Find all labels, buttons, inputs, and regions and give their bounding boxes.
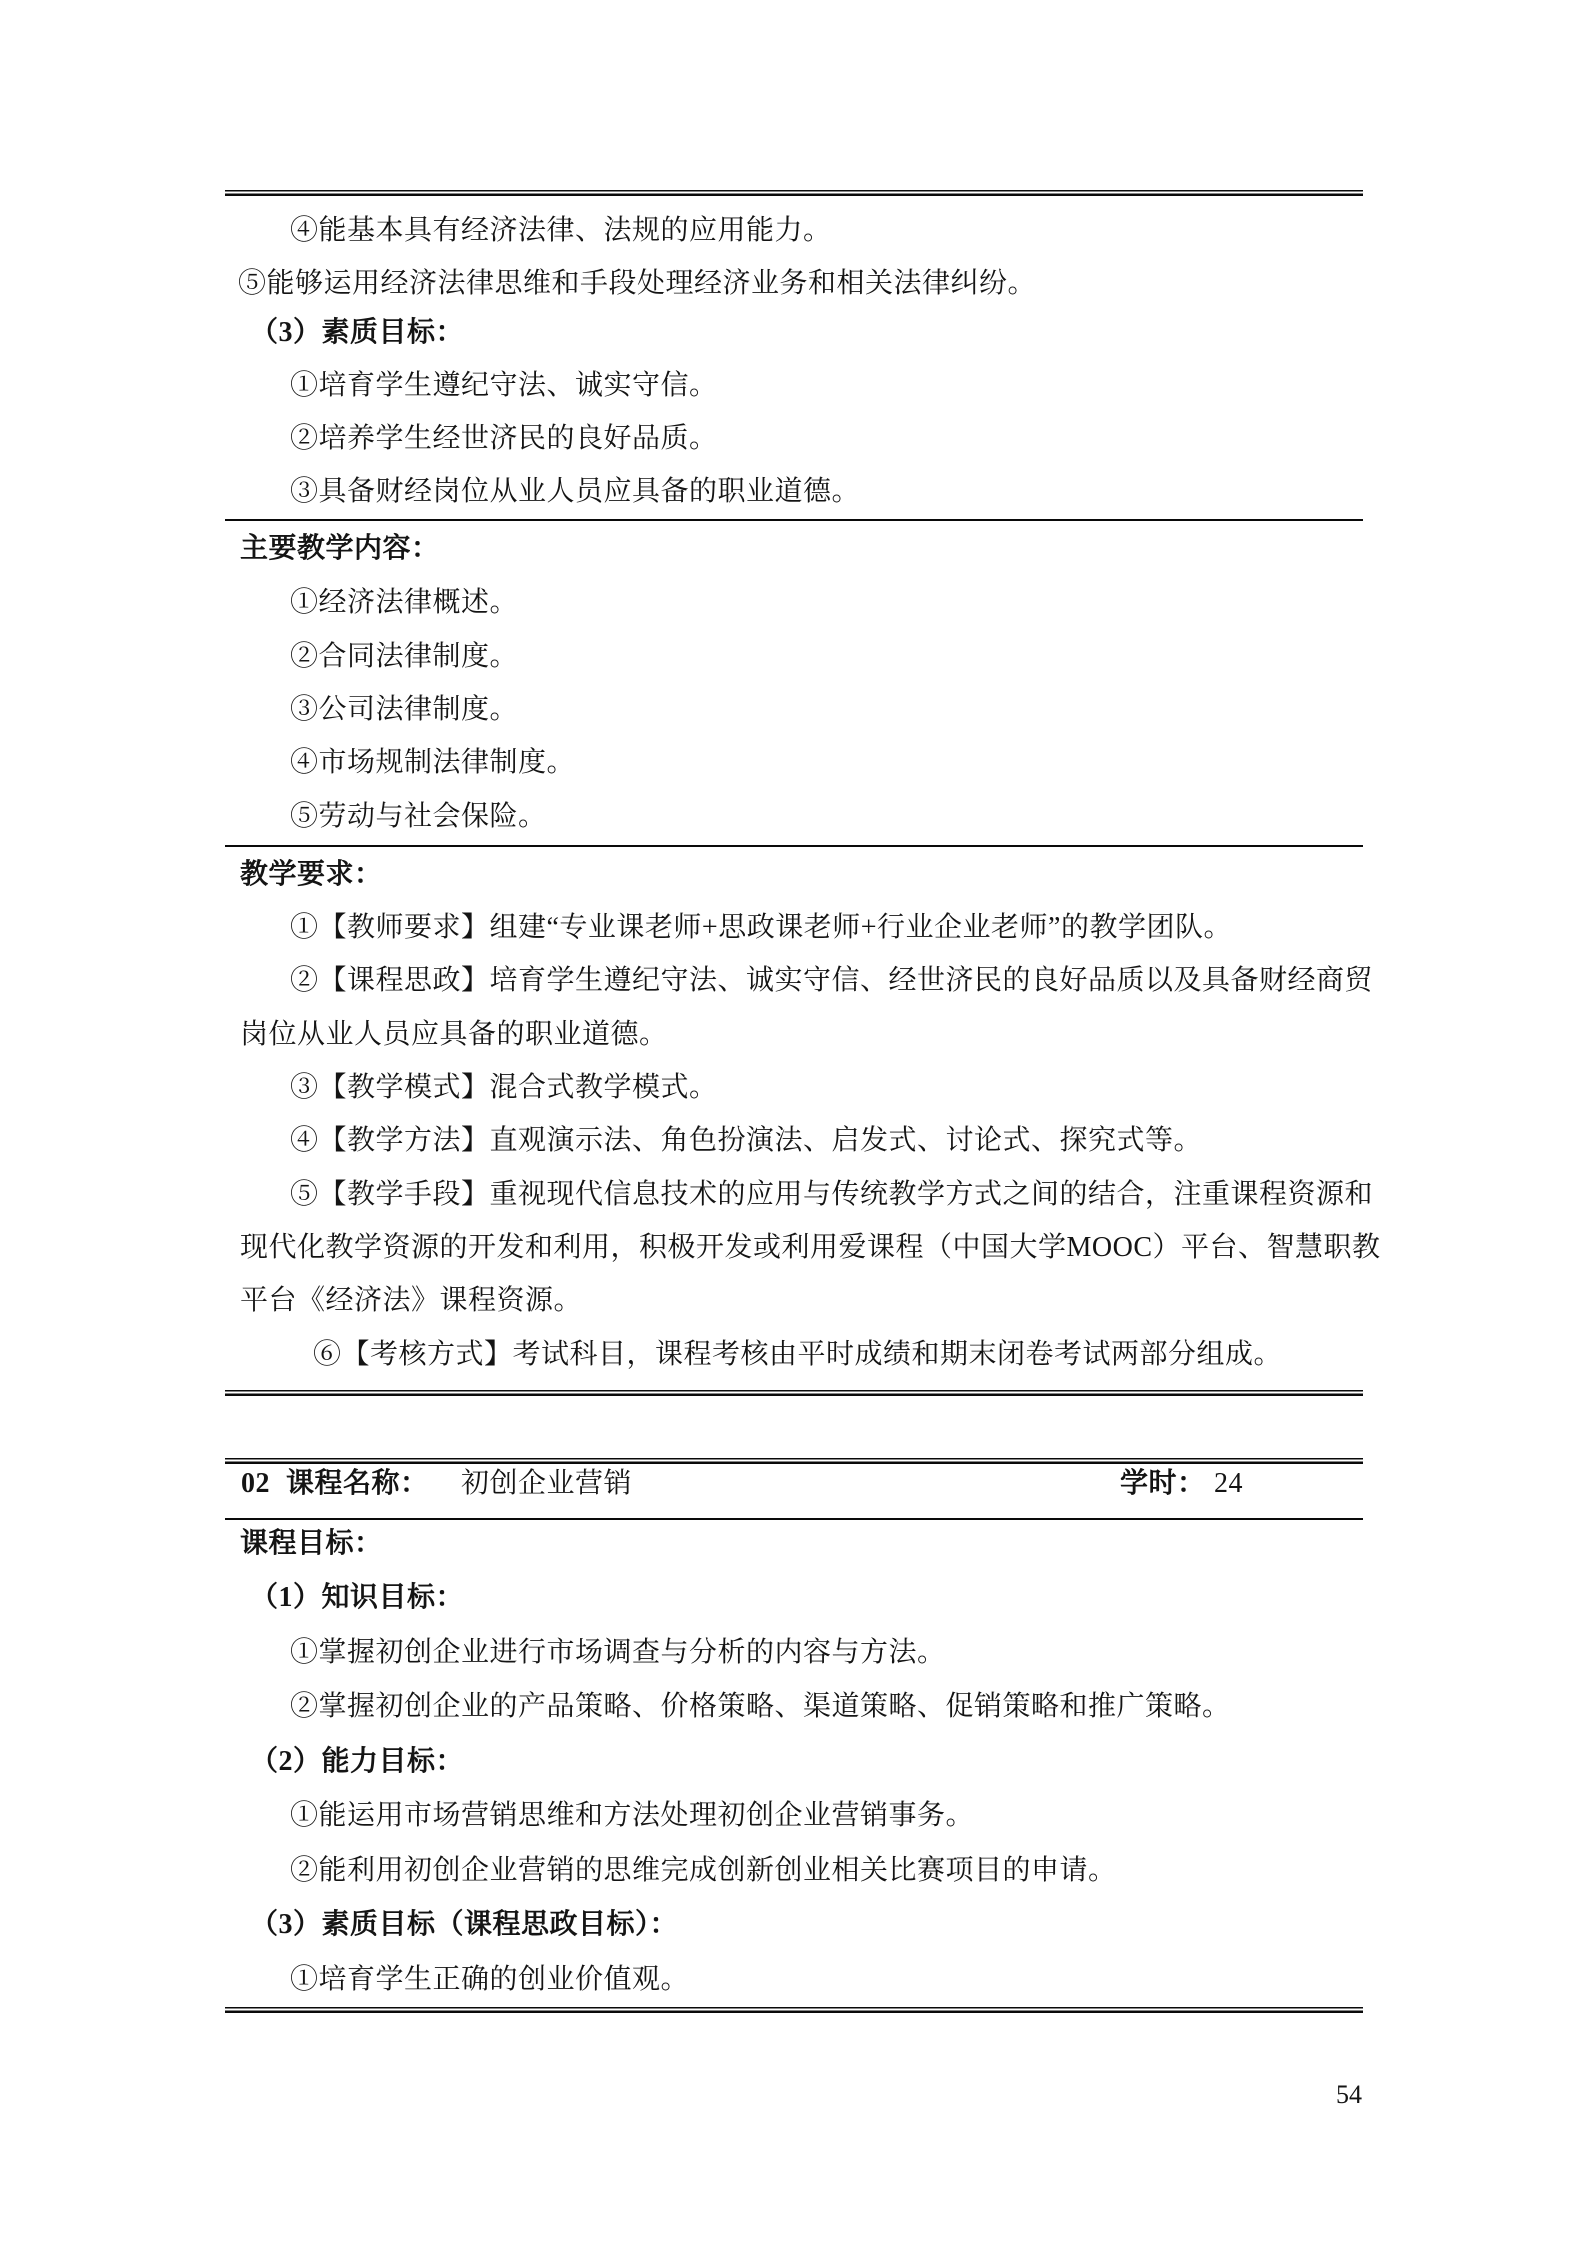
teaching-requirement-line: 岗位从业人员应具备的职业道德。 (240, 1019, 668, 1050)
rule-above-teaching-requirements (225, 845, 1363, 847)
quality-objective-item: ③具备财经岗位从业人员应具备的职业道德。 (290, 476, 861, 507)
rule-top-double (225, 190, 1363, 196)
rule-above-teaching-content (225, 519, 1363, 521)
knowledge-objective-item: ①掌握初创企业进行市场调查与分析的内容与方法。 (290, 1637, 946, 1668)
quality-objectives-header-course02: （3）素质目标（课程思政目标）： (250, 1909, 679, 1940)
rule-course02-start-double (225, 1458, 1363, 1464)
teaching-content-item: ③公司法律制度。 (290, 694, 519, 725)
teaching-requirement-line: ③【教学模式】混合式教学模式。 (290, 1072, 718, 1103)
quality-objective-item: ②培养学生经世济民的良好品质。 (290, 423, 718, 454)
knowledge-objectives-header: （1）知识目标： (250, 1582, 465, 1613)
course-name-label: 课程名称： (286, 1468, 429, 1499)
ability-objective-item: ②能利用初创企业营销的思维完成创新创业相关比赛项目的申请。 (290, 1855, 1117, 1886)
teaching-content-item: ④市场规制法律制度。 (290, 747, 576, 778)
course-hours-value: 24 (1214, 1468, 1243, 1499)
course-code: 02 (241, 1468, 270, 1499)
course-objectives-header: 课程目标： (240, 1528, 383, 1559)
rule-below-course02-header (225, 1518, 1363, 1520)
page-number: 54 (1336, 2080, 1362, 2109)
teaching-requirement-line: ④【教学方法】直观演示法、角色扮演法、启发式、讨论式、探究式等。 (290, 1125, 1203, 1156)
teaching-requirement-line: ①【教师要求】组建“专业课老师+思政课老师+行业企业老师”的教学团队。 (290, 912, 1232, 943)
quality-objectives-header: （3）素质目标： (250, 317, 465, 348)
teaching-requirement-line: ②【课程思政】培育学生遵纪守法、诚实守信、经世济民的良好品质以及具备财经商贸 (290, 965, 1374, 996)
rule-course01-end-double (225, 1390, 1363, 1396)
teaching-content-item: ①经济法律概述。 (290, 587, 519, 618)
teaching-requirement-line: ⑤【教学手段】重视现代信息技术的应用与传统教学方式之间的结合，注重课程资源和 (290, 1179, 1374, 1210)
teaching-content-header: 主要教学内容： (240, 533, 440, 564)
teaching-requirement-line: 现代化教学资源的开发和利用，积极开发或利用爱课程（中国大学MOOC）平台、智慧职教 (240, 1232, 1381, 1263)
teaching-content-item: ②合同法律制度。 (290, 641, 519, 672)
teaching-requirements-header: 教学要求： (240, 859, 383, 890)
quality-objective-item: ①培育学生遵纪守法、诚实守信。 (290, 370, 718, 401)
teaching-content-item: ⑤劳动与社会保险。 (290, 801, 547, 832)
ability-objectives-header: （2）能力目标： (250, 1746, 465, 1777)
quality-objective-item: ①培育学生正确的创业价值观。 (290, 1964, 690, 1995)
teaching-requirement-line: ⑥【考核方式】考试科目，课程考核由平时成绩和期末闭卷考试两部分组成。 (313, 1339, 1283, 1370)
objective-item: ⑤能够运用经济法律思维和手段处理经济业务和相关法律纠纷。 (238, 268, 1037, 299)
course-hours-label: 学时： (1120, 1468, 1206, 1499)
knowledge-objective-item: ②掌握初创企业的产品策略、价格策略、渠道策略、促销策略和推广策略。 (290, 1691, 1231, 1722)
objective-item: ④能基本具有经济法律、法规的应用能力。 (290, 215, 832, 246)
rule-bottom-double (225, 2007, 1363, 2013)
teaching-requirement-line: 平台《经济法》课程资源。 (240, 1285, 583, 1316)
course-name: 初创企业营销 (461, 1468, 633, 1499)
ability-objective-item: ①能运用市场营销思维和方法处理初创企业营销事务。 (290, 1800, 975, 1831)
